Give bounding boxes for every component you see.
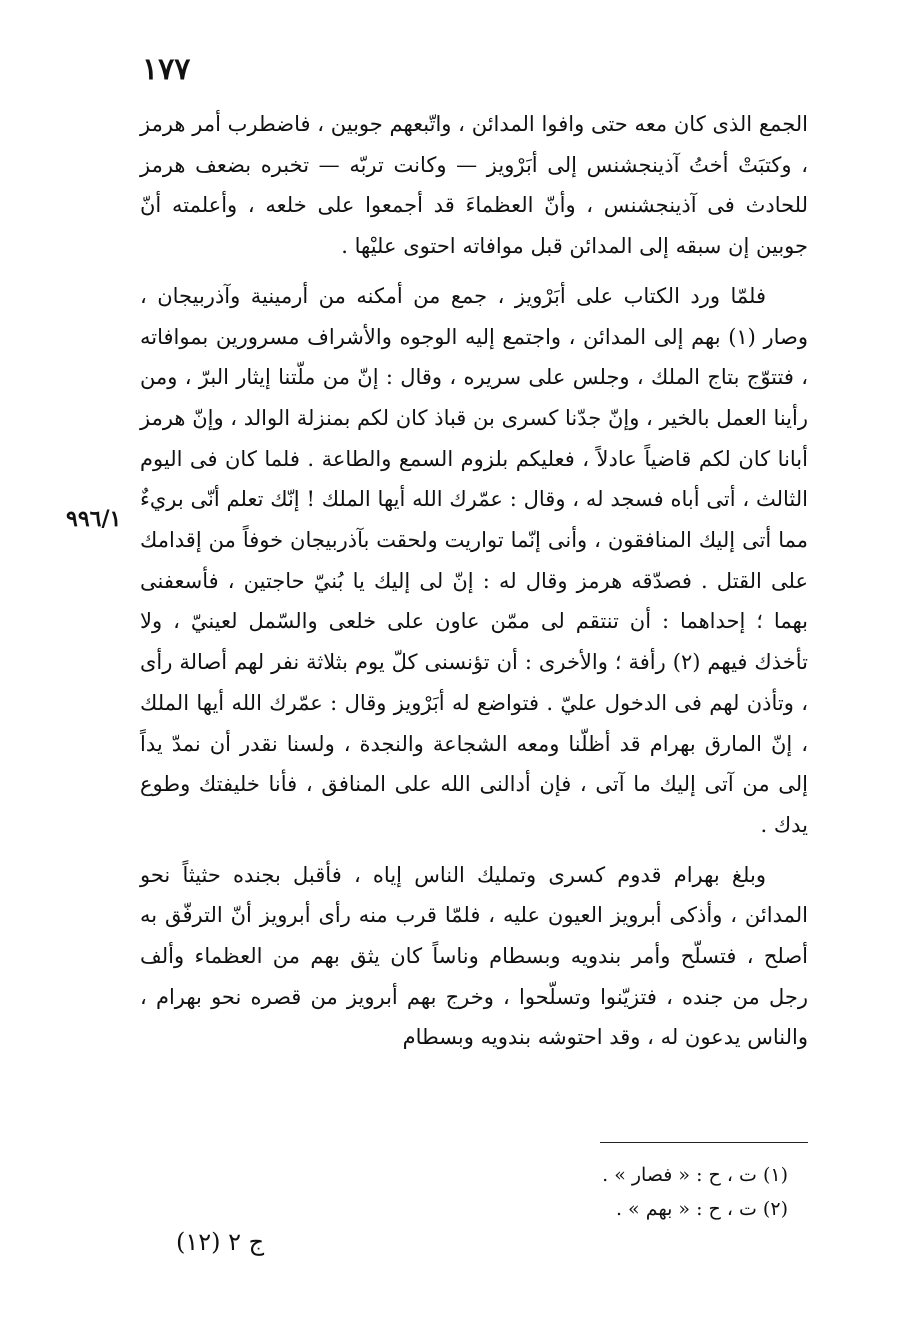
footnote-2: (٢) ت ، ح : « بهم » . bbox=[615, 1198, 788, 1220]
page-number: ١٧٧ bbox=[142, 52, 191, 87]
margin-note: ٩٩٦/١ bbox=[66, 506, 122, 532]
paragraph-2: فلمّا ورد الكتاب على أبَرْويز ، جمع من أمكنه من أرمينية وآذربيجان ، وصار (١) بهم إلى المدائن ، واجتمع إليه الوجوه والأشراف مسرورين بموافاته ، فتتوّج بتاج الملك ، وجلس على سريره ، وقال : إنّ من ملّتنا إيثار البرّ ، ومن رأينا العمل بالخير ، وإنّ جدّنا كسرى بن قباذ كان لكم بمنزلة الوالد ، وإنّ هرمز أبانا كان لكم قاضياً عادلاً ، فعليكم بلزوم السمع والطاعة . فلما كان فى اليوم الثالث ، أتى أباه فسجد له ، وقال : عمّرك الله أيها الملك ! إنّك تعلم أنّى بريءٌ مما أتى إليك المنافقون ، وأنى إنّما تواريت ولحقت بآذربيجان خوفاً من إقدامك على القتل . فصدّقه هرمز وقال له : إنّ لى إليك يا بُنيّ حاجتين ، فأسعفنى بهما ؛ إحداهما : أن تنتقم لى ممّن عاون على خلعى والسّمل لعينيّ ، ولا تأخذك فيهم (٢) رأفة ؛ والأخرى : أن تؤنسنى كلّ يوم بثلاثة نفر لهم أصالة رأى ، وتأذن لهم فى الدخول عليّ . فتواضع له أبَرْويز وقال : عمّرك الله أيها الملك ، إنّ المارق بهرام قد أظلّنا ومعه الشجاعة والنجدة ، ولسنا نقدر أن نمدّ يداً إلى من آتى إليك ما آتى ، فإن أدالنى الله على المنافق ، فأنا خليفتك وطوع يدك . bbox=[140, 283, 808, 837]
paragraph-3: وبلغ بهرام قدوم كسرى وتمليك الناس إياه ، فأقبل بجنده حثيثاً نحو المدائن ، وأذكى أبرويز العيون عليه ، فلمّا قرب منه رأى أبرويز أنّ الترفّق به أصلح ، فتسلّح وأمر بندويه وبسطام وناساً كان يثق بهم من العظماء وألف رجل من جنده ، فتزيّنوا وتسلّحوا ، وخرج بهم أبرويز من قصره نحو بهرام ، والناس يدعون له ، وقد احتوشه بندويه وبسطام bbox=[140, 862, 808, 1050]
signature-mark: ج ٢ (١٢) bbox=[176, 1228, 265, 1256]
footnote-1: (١) ت ، ح : « فصار » . bbox=[602, 1164, 788, 1186]
footnote-divider bbox=[600, 1142, 808, 1143]
body-text bbox=[140, 104, 808, 1058]
footnotes bbox=[300, 1158, 788, 1226]
paragraph-1: الجمع الذى كان معه حتى وافوا المدائن ، واتّبعهم جوبين ، فاضطرب أمر هرمز ، وكتبَتْ أختُ آذينجشنس إلى أبَرْويز — وكانت تربّه — تخبره بضعف هرمز للحادث فى آذينجشنس ، وأنّ العظماءَ قد أجمعوا على خلعه ، وأعلمته أنّ جوبين إن سبقه إلى المدائن قبل موافاته احتوى عليْها . bbox=[140, 112, 808, 259]
